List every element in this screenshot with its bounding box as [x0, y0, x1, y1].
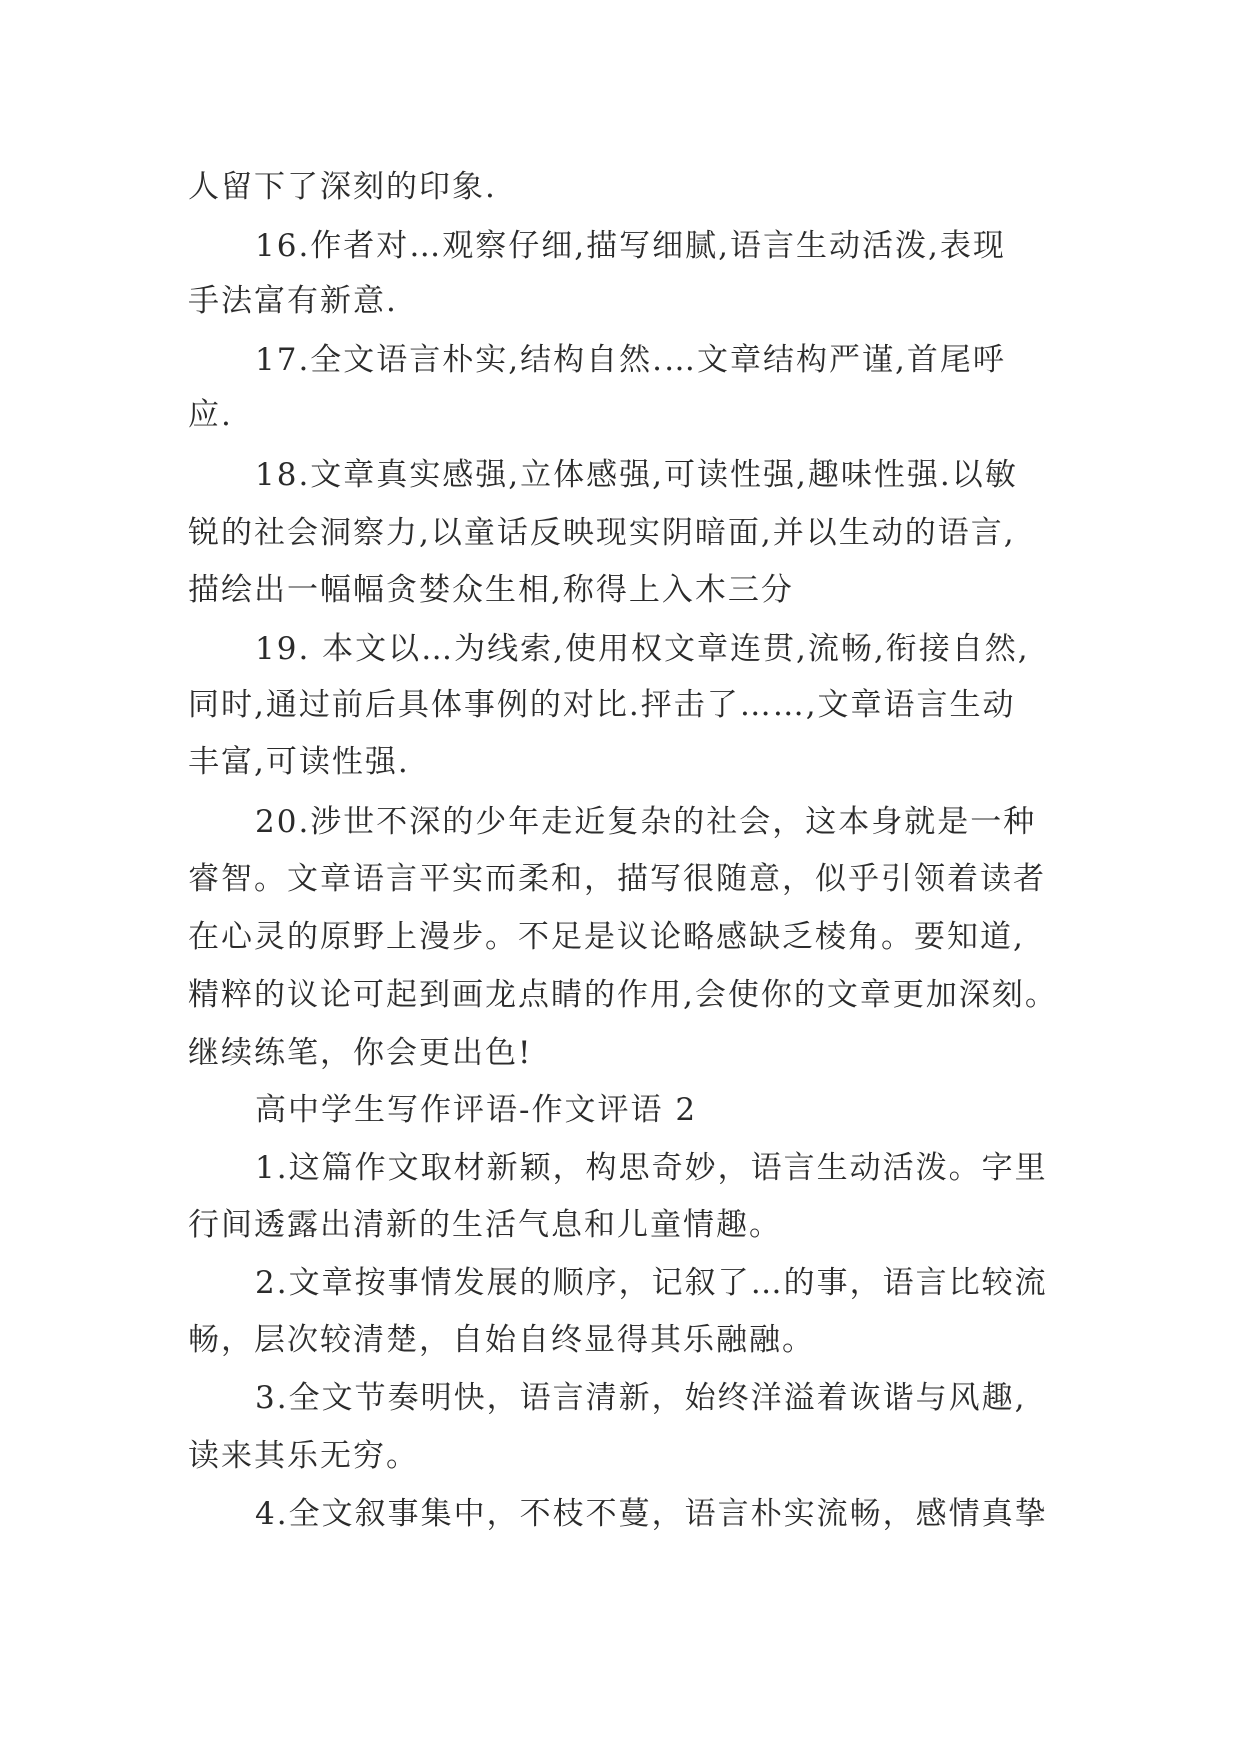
text-line-8: 描绘出一幅幅贪婪众生相,称得上入木三分: [188, 572, 794, 608]
text-line-22: 3.全文节奏明快，语言清新，始终洋溢着诙谐与风趣,: [255, 1380, 1027, 1416]
text-line-16: 继续练笔，你会更出色!: [188, 1035, 533, 1071]
text-line-11: 丰富,可读性强.: [188, 744, 410, 780]
text-line-13: 睿智。文章语言平实而柔和，描写很随意，似乎引领着读者: [188, 861, 1046, 897]
text-line-2: 16.作者对…观察仔细,描写细腻,语言生动活泼,表现: [255, 228, 1006, 264]
text-line-14: 在心灵的原野上漫步。不足是议论略感缺乏棱角。要知道,: [188, 919, 1025, 955]
text-line-7: 锐的社会洞察力,以童话反映现实阴暗面,并以生动的语言,: [188, 515, 1016, 551]
text-line-3: 手法富有新意.: [188, 283, 398, 319]
text-line-10: 同时,通过前后具体事例的对比.抨击了……,文章语言生动: [188, 687, 1016, 723]
text-line-4: 17.全文语言朴实,结构自然.…文章结构严谨,首尾呼: [255, 342, 1006, 378]
text-line-19: 行间透露出清新的生活气息和儿童情趣。: [188, 1207, 782, 1243]
text-line-21: 畅，层次较清楚，自始自终显得其乐融融。: [188, 1322, 815, 1358]
section-heading: 高中学生写作评语-作文评语 2: [255, 1092, 698, 1128]
text-line-5: 应.: [188, 397, 233, 433]
text-line-12: 20.涉世不深的少年走近复杂的社会，这本身就是一种: [255, 804, 1037, 840]
text-line-9: 19. 本文以…为线索,使用权文章连贯,流畅,衔接自然,: [255, 631, 1030, 667]
text-line-6: 18.文章真实感强,立体感强,可读性强,趣味性强.以敏: [255, 457, 1018, 493]
text-line-20: 2.文章按事情发展的顺序，记叙了…的事，语言比较流: [255, 1265, 1048, 1301]
text-line-24: 4.全文叙事集中，不枝不蔓，语言朴实流畅，感情真挚: [255, 1496, 1048, 1532]
text-line-23: 读来其乐无穷。: [188, 1438, 419, 1474]
text-line-18: 1.这篇作文取材新颖，构思奇妙，语言生动活泼。字里: [255, 1150, 1048, 1186]
text-line-15: 精粹的议论可起到画龙点睛的作用,会使你的文章更加深刻。: [188, 977, 1058, 1013]
text-line-1: 人留下了深刻的印象.: [188, 169, 497, 205]
